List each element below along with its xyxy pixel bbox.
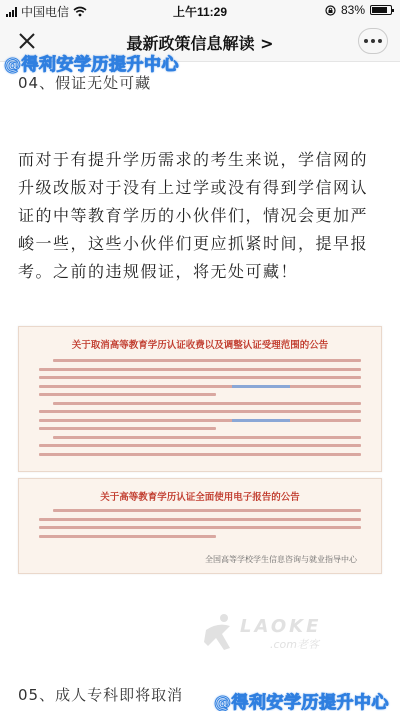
laoke-logo-text: LAOKE [240,616,322,637]
watermark-top: @得利安学历提升中心 [4,55,179,75]
laoke-logo [200,612,350,654]
lock-rotation-icon [325,5,336,16]
status-time: 上午11:29 [172,5,228,19]
battery-icon [370,5,392,15]
notice-image-1[interactable] [18,326,382,472]
runner-logo-icon [200,612,238,652]
notice-2-footer: 全国高等学校学生信息咨询与就业指导中心 [205,555,357,564]
notice-2-body [39,509,361,543]
page-title-text: 最新政策信息解读 [126,34,255,53]
carrier-label: 中国电信 [21,5,70,19]
notice-2-title: 关于高等教育学历认证全面使用电子报告的公告 [100,492,300,503]
watermark-bottom: @得利安学历提升中心 [214,693,389,711]
notice-1-title: 关于取消高等教育学历认证收费以及调整认证受理范围的公告 [71,340,329,351]
battery-fill [372,7,387,13]
more-options-button[interactable] [358,28,388,54]
laoke-logo-sub: .com老客 [270,638,319,651]
notice-image-2[interactable] [18,478,382,574]
status-right [325,3,392,17]
section-heading-04: 04、假证无处可藏 [18,74,152,92]
dot-icon [364,39,368,43]
chevron-right-icon: > [260,34,274,53]
battery-percent: 83% [340,3,365,17]
article-paragraph: 而对于有提升学历需求的考生来说，学信网的升级改版对于没有上过学或没有得到学信网认证的中等教育学历的小伙伴们，情况会更加严峻一些，这些小伙伴们更应抓紧时间，提早报考。之前的违规假证，将无处可藏！ [18,150,369,281]
notice-1-body [39,359,361,461]
status-bar [0,0,400,20]
dot-icon [371,39,375,43]
section-heading-05: 05、成人专科即将取消 [18,686,184,704]
dot-icon [378,39,382,43]
